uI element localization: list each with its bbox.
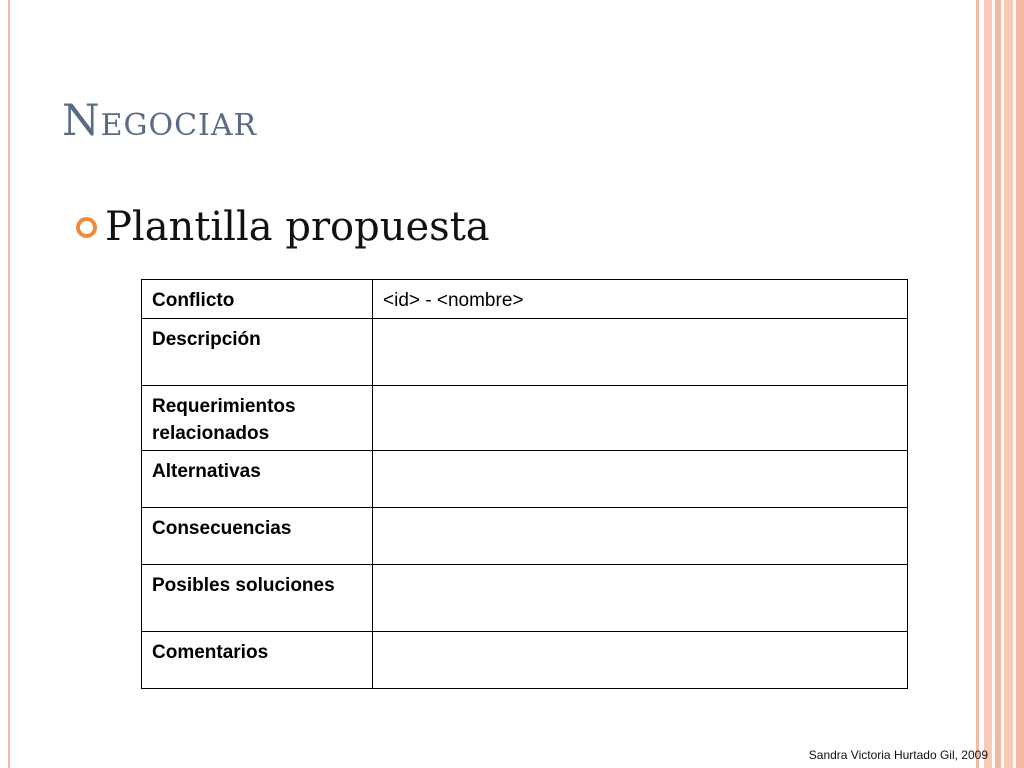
- footer-credit: Sandra Victoria Hurtado Gil, 2009: [808, 748, 988, 762]
- row-value: [373, 451, 908, 508]
- left-border-line: [8, 0, 10, 768]
- row-label: Requerimientos relacionados: [142, 386, 373, 451]
- slide-title: Negociar: [62, 96, 258, 146]
- template-table: [141, 279, 908, 689]
- row-label: Comentarios: [142, 632, 373, 689]
- decorative-stripe: [995, 0, 1001, 768]
- row-label: Conflicto: [142, 280, 373, 319]
- table-row: [142, 280, 908, 319]
- row-value: [373, 632, 908, 689]
- decorative-stripe: [1016, 0, 1024, 768]
- bullet-text: Plantilla propuesta: [105, 204, 490, 250]
- row-value: [373, 508, 908, 565]
- table-row: [142, 451, 908, 508]
- table-row: [142, 508, 908, 565]
- table-row: [142, 319, 908, 386]
- table-row: [142, 565, 908, 632]
- table-row: [142, 632, 908, 689]
- bullet-item: [76, 204, 490, 250]
- row-label: Consecuencias: [142, 508, 373, 565]
- row-value: [373, 565, 908, 632]
- table-row: [142, 386, 908, 451]
- row-value: <id> - <nombre>: [373, 280, 908, 319]
- row-value: [373, 386, 908, 451]
- decorative-stripe: [1004, 0, 1013, 768]
- row-label: Descripción: [142, 319, 373, 386]
- row-label: Alternativas: [142, 451, 373, 508]
- decorative-stripe: [984, 0, 992, 768]
- decorative-stripe: [976, 0, 979, 768]
- row-label: Posibles soluciones: [142, 565, 373, 632]
- row-value: [373, 319, 908, 386]
- bullet-circle-icon: [76, 217, 97, 238]
